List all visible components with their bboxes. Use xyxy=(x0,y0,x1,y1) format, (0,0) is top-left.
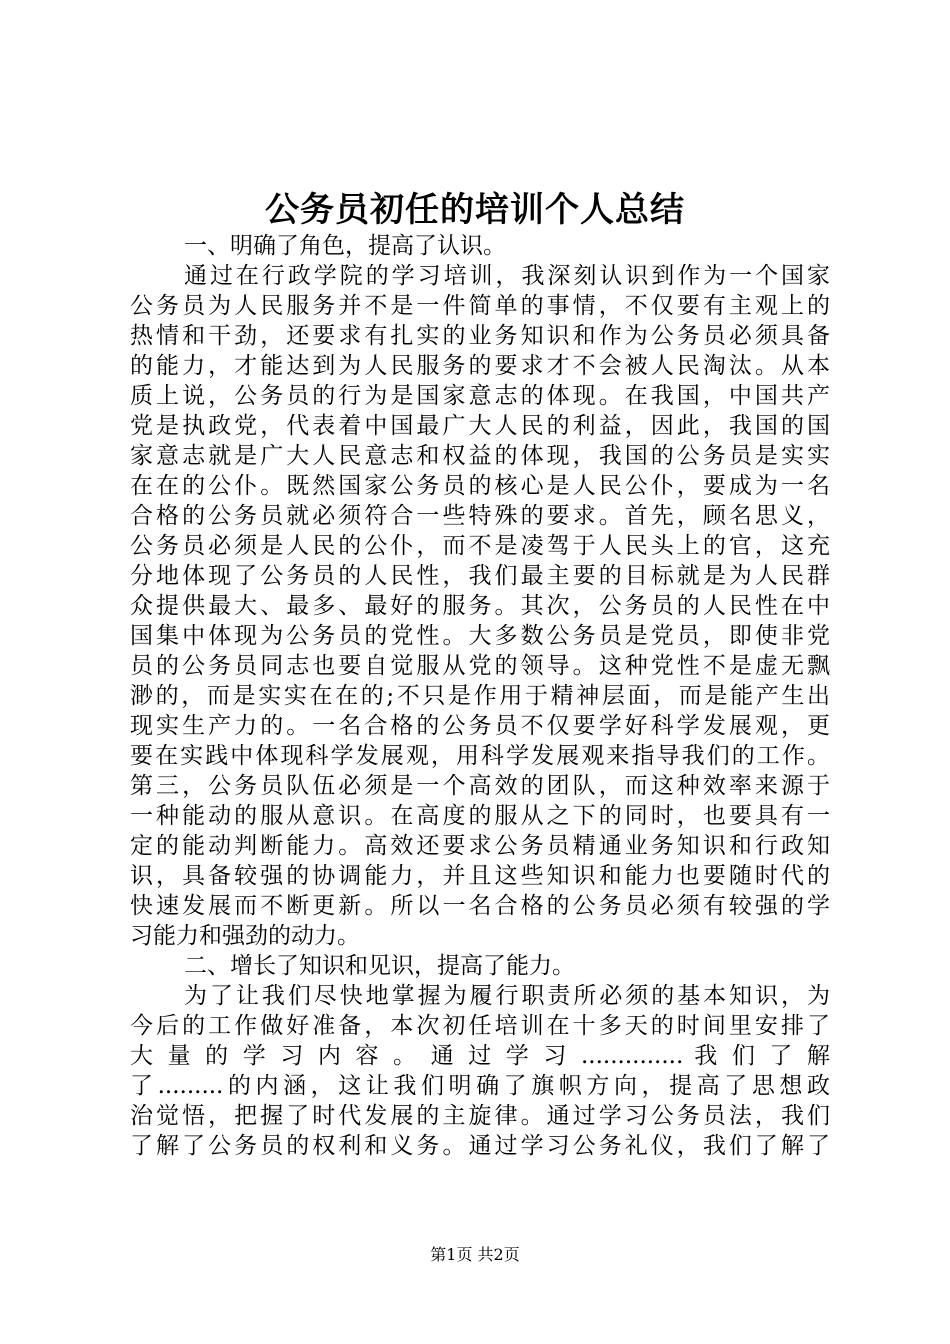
paragraph-line: 的能力，才能达到为人民服务的要求才不会被人民淘汰。从本 xyxy=(130,353,830,379)
paragraph-line: 公务员必须是人民的公仆，而不是凌驾于人民头上的官，这充 xyxy=(130,533,830,559)
paragraph-line: 公务员为人民服务并不是一件简单的事情，不仅要有主观上的 xyxy=(130,293,830,319)
paragraph-line: 渺的，而是实实在在的;不只是作用于精神层面，而是能产生出 xyxy=(130,683,830,709)
paragraph-line: 了.........的内涵，这让我们明确了旗帜方向，提高了思想政 xyxy=(130,1073,830,1099)
paragraph-line: 现实生产力的。一名合格的公务员不仅要学好科学发展观，更 xyxy=(130,713,830,739)
paragraph-line: 要在实践中体现科学发展观，用科学发展观来指导我们的工作。 xyxy=(130,743,830,769)
paragraph-line: 治觉悟，把握了时代发展的主旋律。通过学习公务员法，我们 xyxy=(130,1103,830,1129)
heading-line: 一、明确了角色，提高了认识。 xyxy=(184,233,506,259)
paragraph-line: 了解了公务员的权利和义务。通过学习公务礼仪，我们了解了 xyxy=(130,1133,830,1159)
paragraph-line: 合格的公务员就必须符合一些特殊的要求。首先，顾名思义， xyxy=(130,503,830,529)
paragraph-line: 在在的公仆。既然国家公务员的核心是人民公仆，要成为一名 xyxy=(130,473,830,499)
paragraph-line: 今后的工作做好准备，本次初任培训在十多天的时间里安排了 xyxy=(130,1013,830,1039)
paragraph-line: 大 量 的 学 习 内 容 。 通 过 学 习 .............. 我 们 了 解 xyxy=(130,1043,830,1069)
paragraph-line: 快速发展而不断更新。所以一名合格的公务员必须有较强的学 xyxy=(130,893,830,919)
document-title: 公务员初任的培训个人总结 xyxy=(265,190,685,230)
paragraph-line: 热情和干劲，还要求有扎实的业务知识和作为公务员必须具备 xyxy=(130,323,830,349)
paragraph-line: 质上说，公务员的行为是国家意志的体现。在我国，中国共产 xyxy=(130,383,830,409)
paragraph-line: 员的公务员同志也要自觉服从党的领导。这种党性不是虚无飘 xyxy=(130,653,830,679)
paragraph-line: 国集中体现为公务员的党性。大多数公务员是党员，即使非党 xyxy=(130,623,830,649)
paragraph-line: 众提供最大、最多、最好的服务。其次，公务员的人民性在中 xyxy=(130,593,830,619)
paragraph-line: 一种能动的服从意识。在高度的服从之下的同时，也要具有一 xyxy=(130,803,830,829)
paragraph-line: 习能力和强劲的动力。 xyxy=(130,923,360,949)
paragraph-line: 第三，公务员队伍必须是一个高效的团队，而这种效率来源于 xyxy=(130,773,830,799)
paragraph-line: 分地体现了公务员的人民性，我们最主要的目标就是为人民群 xyxy=(130,563,830,589)
paragraph-line: 定的能动判断能力。高效还要求公务员精通业务知识和行政知 xyxy=(130,833,830,859)
paragraph-line: 党是执政党，代表着中国最广大人民的利益，因此，我国的国 xyxy=(130,413,830,439)
paragraph-line: 为了让我们尽快地掌握为履行职责所必须的基本知识，为 xyxy=(184,983,830,1009)
paragraph-line: 识，具备较强的协调能力，并且这些知识和能力也要随时代的 xyxy=(130,863,830,889)
page-footer: 第1页 共2页 xyxy=(430,1245,520,1264)
document-body xyxy=(130,231,830,1161)
paragraph-line: 家意志就是广大人民意志和权益的体现，我国的公务员是实实 xyxy=(130,443,830,469)
heading-line: 二、增长了知识和见识，提高了能力。 xyxy=(184,953,575,979)
paragraph-line: 通过在行政学院的学习培训，我深刻认识到作为一个国家 xyxy=(184,263,830,289)
